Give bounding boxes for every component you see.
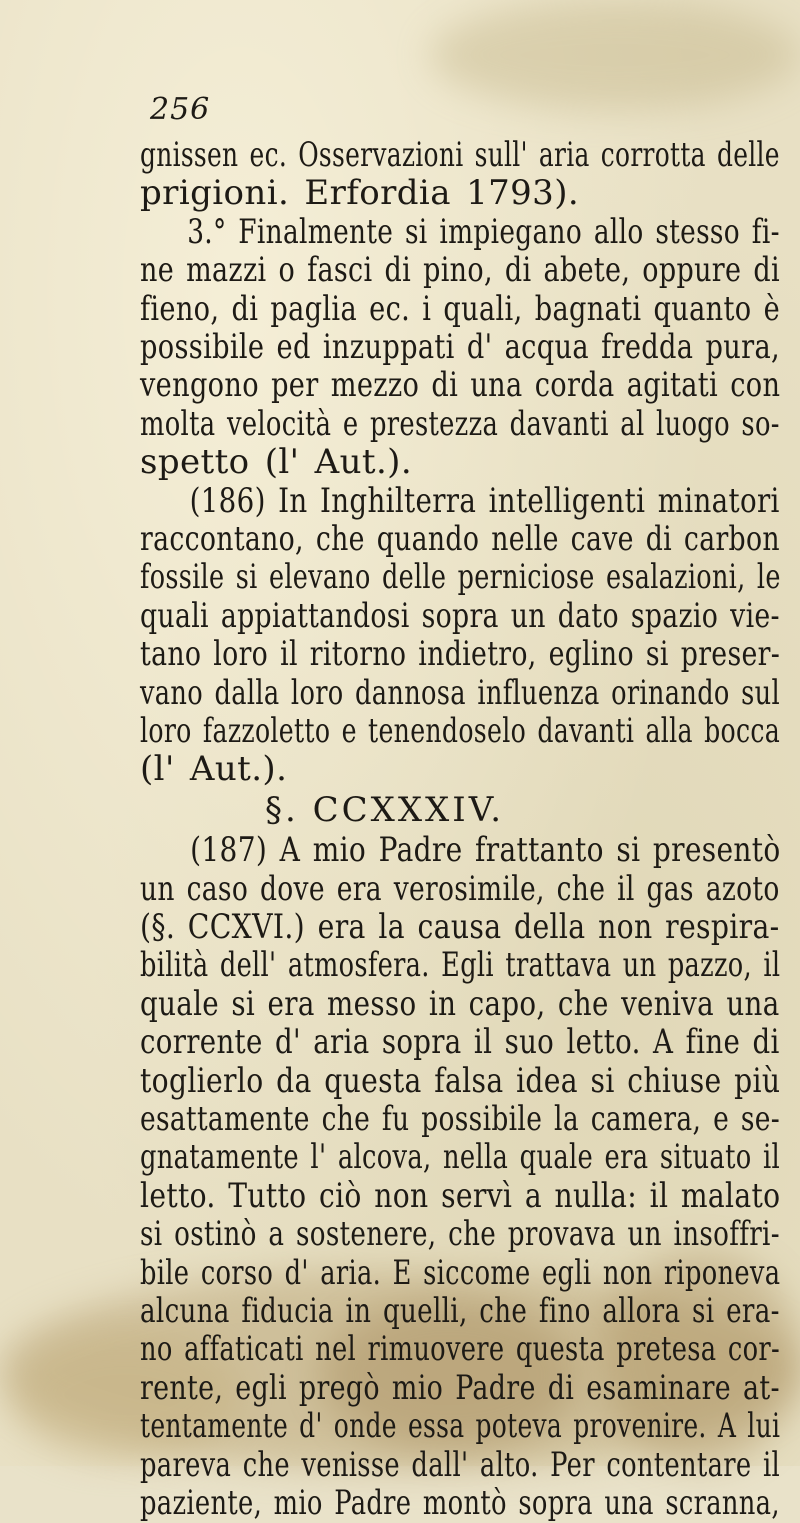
page-number: 256 xyxy=(150,92,211,127)
paper-stain xyxy=(430,0,800,110)
text-line: corrente d' aria sopra il suo letto. A fine di xyxy=(140,1022,780,1062)
text-line: paziente, mio Padre montò sopra una scranna, xyxy=(140,1483,780,1523)
text-line: tano loro il ritorno indietro, eglino si preser- xyxy=(140,634,781,674)
text-line: alcuna fiducia in quelli, che fino allora si era- xyxy=(140,1291,780,1331)
text-line: fossile si elevano delle perniciose esalazioni, le xyxy=(140,557,781,597)
text-line: gnissen ec. Osservazioni sull' aria corrotta delle xyxy=(140,135,780,175)
text-line: prigioni. Erfordia 1793). xyxy=(140,173,580,213)
text-line: (186) In Inghilterra intelligenti minatori xyxy=(140,481,780,521)
text-line: si ostinò a sostenere, che provava un insoffri- xyxy=(140,1214,780,1254)
text-line: loro fazzoletto e tenendoselo davanti alla bocca xyxy=(140,711,781,751)
text-line: letto. Tutto ciò non servì a nulla: il malato xyxy=(140,1176,781,1216)
text-line: (l' Aut.). xyxy=(140,749,288,789)
text-line: quale si era messo in capo, che veniva una xyxy=(140,984,780,1024)
section-heading: §. CCXXXIV. xyxy=(265,790,505,830)
text-line: spetto (l' Aut.). xyxy=(140,442,413,482)
text-line: ne mazzi o fasci di pino, di abete, oppure di xyxy=(140,250,780,290)
text-line: fieno, di paglia ec. i quali, bagnati quanto è xyxy=(140,289,780,329)
text-line: vengono per mezzo di una corda agitati con xyxy=(140,365,781,405)
text-line: possibile ed inzuppati d' acqua fredda pura, xyxy=(140,327,780,367)
text-line: tentamente d' onde essa poteva provenire. A lui xyxy=(140,1406,781,1446)
text-line: raccontano, che quando nelle cave di carbon xyxy=(140,519,780,559)
text-line: un caso dove era verosimile, che il gas azoto xyxy=(140,869,780,909)
text-line: rente, egli pregò mio Padre di esaminare at- xyxy=(140,1368,780,1408)
text-line: gnatamente l' alcova, nella quale era situato il xyxy=(140,1137,781,1177)
text-line: (187) A mio Padre frattanto si presentò xyxy=(140,830,781,870)
text-line: vano dalla loro dannosa influenza orinando sul xyxy=(140,673,781,713)
text-line: bilità dell' atmosfera. Egli trattava un pazzo, il xyxy=(140,945,781,985)
text-line: quali appiattandosi sopra un dato spazio vie- xyxy=(140,596,780,636)
text-line: toglierlo da questa falsa idea si chiuse più xyxy=(140,1061,781,1101)
text-line: 3.° Finalmente si impiegano allo stesso fi- xyxy=(140,212,780,252)
text-line: no affaticati nel rimuovere questa pretesa cor- xyxy=(140,1329,780,1369)
text-line: bile corso d' aria. E siccome egli non riponeva xyxy=(140,1253,781,1293)
text-line: (§. CCXVI.) era la causa della non respira- xyxy=(140,907,780,947)
text-line: esattamente che fu possibile la camera, e se- xyxy=(140,1099,781,1139)
text-line: molta velocità e prestezza davanti al luogo so- xyxy=(140,404,780,444)
text-line: pareva che venisse dall' alto. Per contentare il xyxy=(140,1445,781,1485)
